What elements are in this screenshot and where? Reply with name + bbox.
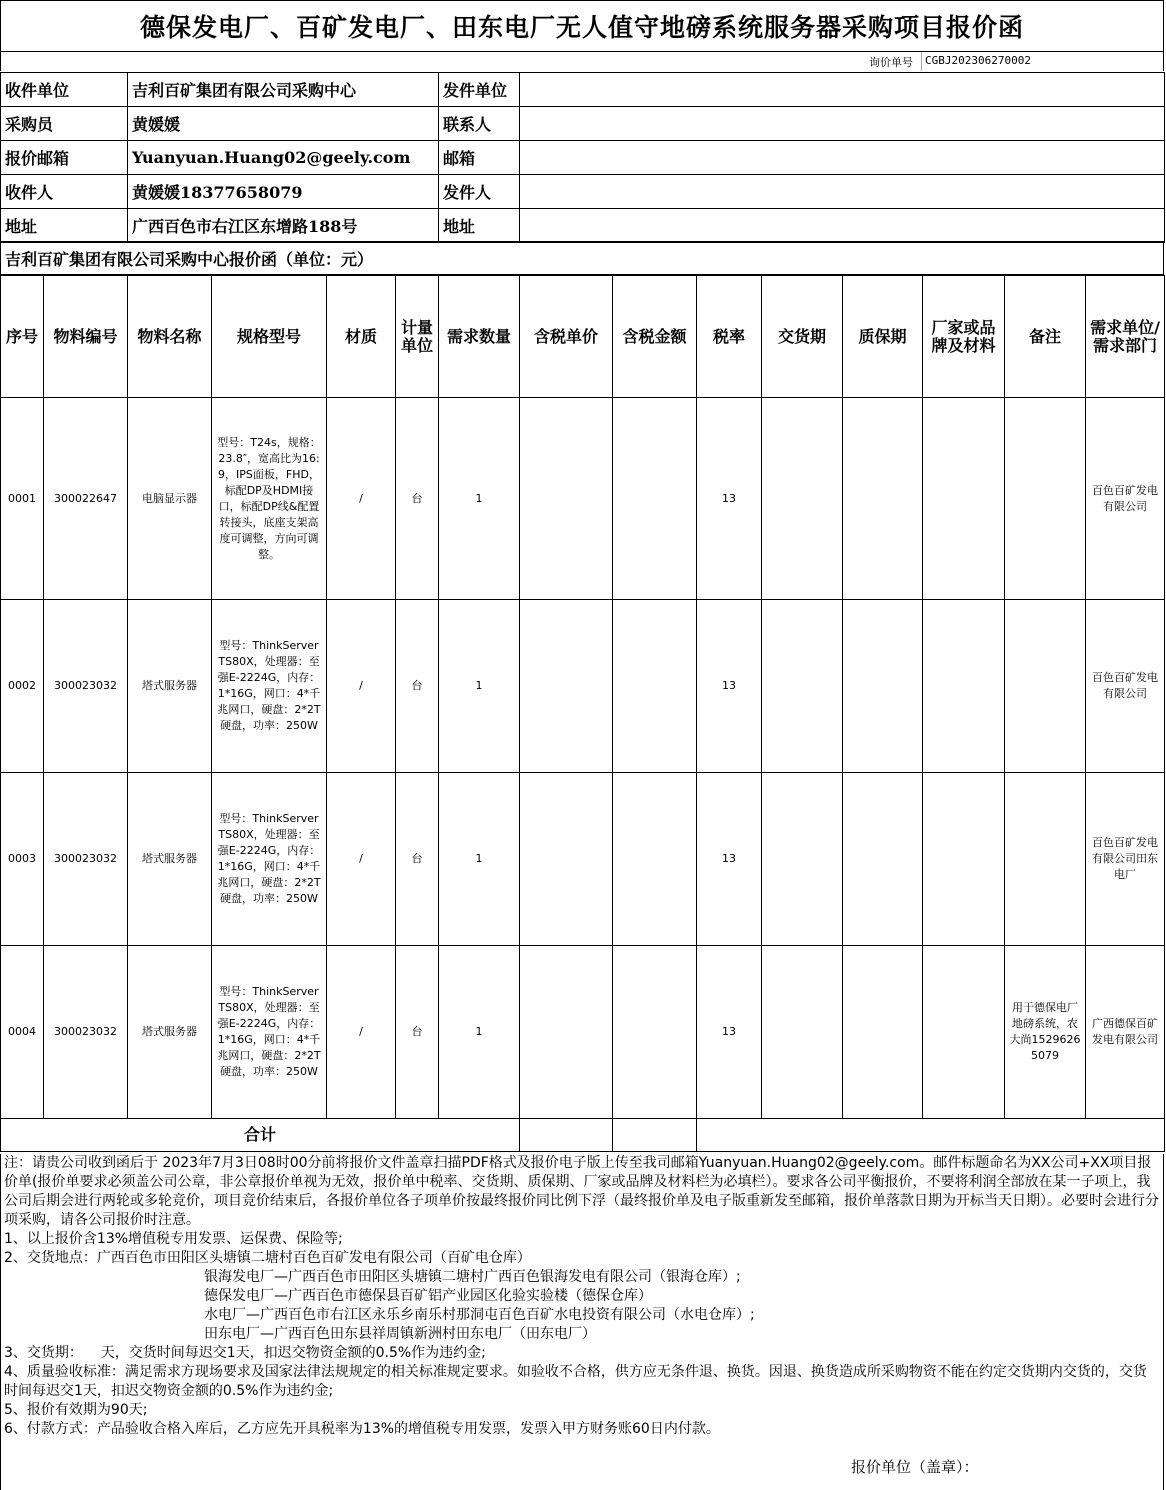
- cell-material: /: [327, 773, 396, 946]
- cell-tax: 13: [697, 398, 762, 600]
- cell-dept: 百色百矿发电有限公司: [1086, 398, 1165, 600]
- cell-remark: [1005, 398, 1086, 600]
- header-name: 物料名称: [128, 276, 212, 398]
- cell-code: 300022647: [44, 398, 128, 600]
- cell-delivery[interactable]: [762, 398, 843, 600]
- note-2c: 水电厂—广西百色市右江区永乐乡南乐村那洞屯百色百矿水电投资有限公司（水电仓库）;: [204, 1307, 755, 1323]
- total-amount[interactable]: [613, 1119, 697, 1152]
- note-4: 4、质量验收标准：满足需求方现场要求及国家法律法规规定的相关标准规定要求。如验收不合格，供方应无条件退、换货。因退、换货造成所采购物资不能在约定交货期内交货的，交货时间每迟交1天，扣迟交物资金额的0.5%作为违约金;: [4, 1364, 1147, 1399]
- cell-no: 0002: [1, 600, 44, 773]
- contact-label: 联系人: [439, 107, 520, 141]
- cell-brand[interactable]: [923, 946, 1005, 1119]
- address-label: 地址: [1, 209, 128, 243]
- cell-tax: 13: [697, 773, 762, 946]
- table-row: [1, 946, 1165, 1119]
- cell-unit: 台: [396, 600, 439, 773]
- sender-unit-label: 发件单位: [439, 73, 520, 107]
- cell-spec: 型号：ThinkServer TS80X，处理器：至强E-2224G，内存：1*16G，网口：4*千兆网口，硬盘：2*2T硬盘，功率：250W: [212, 946, 327, 1119]
- receiver-unit-value: 吉利百矿集团有限公司采购中心: [128, 73, 439, 107]
- cell-price[interactable]: [520, 600, 613, 773]
- cell-dept: 百色百矿发电有限公司田东电厂: [1086, 773, 1165, 946]
- cell-brand[interactable]: [923, 600, 1005, 773]
- contact-field[interactable]: [520, 107, 1165, 141]
- header-material: 材质: [327, 276, 396, 398]
- cell-delivery[interactable]: [762, 946, 843, 1119]
- email-field[interactable]: [520, 141, 1165, 175]
- total-price: [520, 1119, 613, 1152]
- page-title: 德保发电厂、百矿发电厂、田东电厂无人值守地磅系统服务器采购项目报价函: [0, 0, 1164, 52]
- cell-material: /: [327, 946, 396, 1119]
- cell-price[interactable]: [520, 398, 613, 600]
- header-no: 序号: [1, 276, 44, 398]
- recipient-label: 收件人: [1, 175, 128, 209]
- section-heading: 吉利百矿集团有限公司采购中心报价函（单位：元）: [0, 241, 1164, 275]
- header-remark: 备注: [1005, 276, 1086, 398]
- table-header-row: [1, 276, 1165, 398]
- cell-code: 300023032: [44, 946, 128, 1119]
- cell-code: 300023032: [44, 600, 128, 773]
- cell-remark: 用于德保电厂地磅系统，农大尚15296265079: [1005, 946, 1086, 1119]
- note-3: 3、交货期： 天，交货时间每迟交1天，扣迟交物资金额的0.5%作为违约金;: [4, 1345, 486, 1361]
- cell-warranty[interactable]: [843, 600, 923, 773]
- cell-qty: 1: [439, 946, 520, 1119]
- cell-spec: 型号：ThinkServer TS80X，处理器：至强E-2224G，内存：1*16G，网口：4*千兆网口，硬盘：2*2T硬盘，功率：250W: [212, 773, 327, 946]
- sender-label: 发件人: [439, 175, 520, 209]
- note-2: 2、交货地点：广西百色市田阳区头塘镇二塘村百色百矿发电有限公司（百矿电仓库）: [4, 1250, 531, 1266]
- quotation-table: [0, 275, 1165, 1152]
- cell-dept: 广西德保百矿发电有限公司: [1086, 946, 1165, 1119]
- cell-name: 塔式服务器: [128, 600, 212, 773]
- cell-amount[interactable]: [613, 946, 697, 1119]
- cell-brand[interactable]: [923, 398, 1005, 600]
- cell-name: 电脑显示器: [128, 398, 212, 600]
- cell-delivery[interactable]: [762, 773, 843, 946]
- table-row: [1, 773, 1165, 946]
- email-label: 邮箱: [439, 141, 520, 175]
- cell-material: /: [327, 600, 396, 773]
- cell-code: 300023032: [44, 773, 128, 946]
- cell-tax: 13: [697, 946, 762, 1119]
- cell-spec: 型号：T24s，规格：23.8″，宽高比为16:9，IPS面板，FHD，标配DP及HDMI接口，标配DP线&配置转接头，底座支架高度可调整，方向可调整。: [212, 398, 327, 600]
- cell-no: 0004: [1, 946, 44, 1119]
- cell-unit: 台: [396, 946, 439, 1119]
- cell-remark: [1005, 773, 1086, 946]
- header-brand: 厂家或品牌及材料: [923, 276, 1005, 398]
- cell-unit: 台: [396, 773, 439, 946]
- cell-amount[interactable]: [613, 773, 697, 946]
- address2-label: 地址: [439, 209, 520, 243]
- cell-spec: 型号：ThinkServer TS80X，处理器：至强E-2224G，内存：1*16G，网口：4*千兆网口，硬盘：2*2T硬盘，功率：250W: [212, 600, 327, 773]
- recipient-value: 黄媛媛18377658079: [128, 175, 439, 209]
- notes-section: [0, 1154, 1164, 1490]
- buyer-value: 黄媛媛: [128, 107, 439, 141]
- cell-warranty[interactable]: [843, 946, 923, 1119]
- cell-brand[interactable]: [923, 773, 1005, 946]
- header-amount: 含税金额: [613, 276, 697, 398]
- table-row: [1, 600, 1165, 773]
- address-value: 广西百色市右江区东增路188号: [128, 209, 439, 243]
- contact-info-table: [0, 72, 1165, 243]
- cell-price[interactable]: [520, 773, 613, 946]
- quote-email-label: 报价邮箱: [1, 141, 128, 175]
- cell-amount[interactable]: [613, 398, 697, 600]
- cell-warranty[interactable]: [843, 398, 923, 600]
- table-row: [1, 398, 1165, 600]
- inquiry-number-label: 询价单号: [869, 56, 913, 69]
- notes-intro: 注：请贵公司收到函后于 2023年7月3日08时00分前将报价文件盖章扫描PDF格式及报价电子版上传至我司邮箱Yuanyuan.Huang02@geely.com。邮件标题命名为XX公司+XX项目报价单(报价单要求必须盖公司公章，非公章报价单视为无效，报价单中税率、交货期、质保期、厂家或品牌及材料栏为必填栏）。要求各公司平衡报价，不要将利润全部放在某一子项上，我公司后期会进行两轮或多轮竞价，项目竞价结束后，各报价单位各子项单价按最终报价同比例下浮（最终报价单及电子版重新发至邮箱，报价单落款日期为开标当天日期）。必要时会进行分项采购，请各公司报价时注意。: [4, 1155, 1159, 1228]
- header-dept: 需求单位/需求部门: [1086, 276, 1165, 398]
- signature-label: 报价单位（盖章）：: [851, 1458, 979, 1476]
- note-2a: 银海发电厂—广西百色市田阳区头塘镇二塘村广西百色银海发电有限公司（银海仓库）;: [204, 1269, 741, 1285]
- cell-price[interactable]: [520, 946, 613, 1119]
- cell-no: 0001: [1, 398, 44, 600]
- header-unit: 计量单位: [396, 276, 439, 398]
- inquiry-number-row: [0, 52, 1164, 71]
- cell-qty: 1: [439, 773, 520, 946]
- cell-name: 塔式服务器: [128, 773, 212, 946]
- cell-warranty[interactable]: [843, 773, 923, 946]
- note-5: 5、报价有效期为90天;: [4, 1402, 148, 1418]
- total-rest: [697, 1119, 1165, 1152]
- header-price: 含税单价: [520, 276, 613, 398]
- header-code: 物料编号: [44, 276, 128, 398]
- cell-qty: 1: [439, 600, 520, 773]
- inquiry-number-value: CGBJ202306270002: [925, 54, 1031, 67]
- header-tax: 税率: [697, 276, 762, 398]
- cell-dept: 百色百矿发电有限公司: [1086, 600, 1165, 773]
- buyer-label: 采购员: [1, 107, 128, 141]
- cell-amount[interactable]: [613, 600, 697, 773]
- cell-qty: 1: [439, 398, 520, 600]
- sender-unit-field[interactable]: [520, 73, 1165, 107]
- cell-no: 0003: [1, 773, 44, 946]
- cell-unit: 台: [396, 398, 439, 600]
- note-2d: 田东电厂—广西百色田东县祥周镇新洲村田东电厂（田东电厂）: [204, 1326, 596, 1342]
- quote-email-value: Yuanyuan.Huang02@geely.com: [128, 141, 439, 175]
- address2-field[interactable]: [520, 209, 1165, 243]
- total-label: 合计: [1, 1119, 520, 1152]
- sender-field[interactable]: [520, 175, 1165, 209]
- cell-delivery[interactable]: [762, 600, 843, 773]
- cell-tax: 13: [697, 600, 762, 773]
- header-spec: 规格型号: [212, 276, 327, 398]
- note-1: 1、以上报价含13%增值税专用发票、运保费、保险等;: [4, 1231, 343, 1247]
- cell-material: /: [327, 398, 396, 600]
- header-delivery: 交货期: [762, 276, 843, 398]
- note-2b: 德保发电厂—广西百色市德保县百矿铝产业园区化验实验楼（德保仓库）: [204, 1288, 652, 1304]
- note-6: 6、付款方式：产品验收合格入库后，乙方应先开具税率为13%的增值税专用发票，发票入甲方财务账60日内付款。: [4, 1421, 720, 1437]
- receiver-unit-label: 收件单位: [1, 73, 128, 107]
- total-row: [1, 1119, 1165, 1152]
- cell-name: 塔式服务器: [128, 946, 212, 1119]
- header-warranty: 质保期: [843, 276, 923, 398]
- divider: [921, 52, 922, 71]
- header-qty: 需求数量: [439, 276, 520, 398]
- cell-remark: [1005, 600, 1086, 773]
